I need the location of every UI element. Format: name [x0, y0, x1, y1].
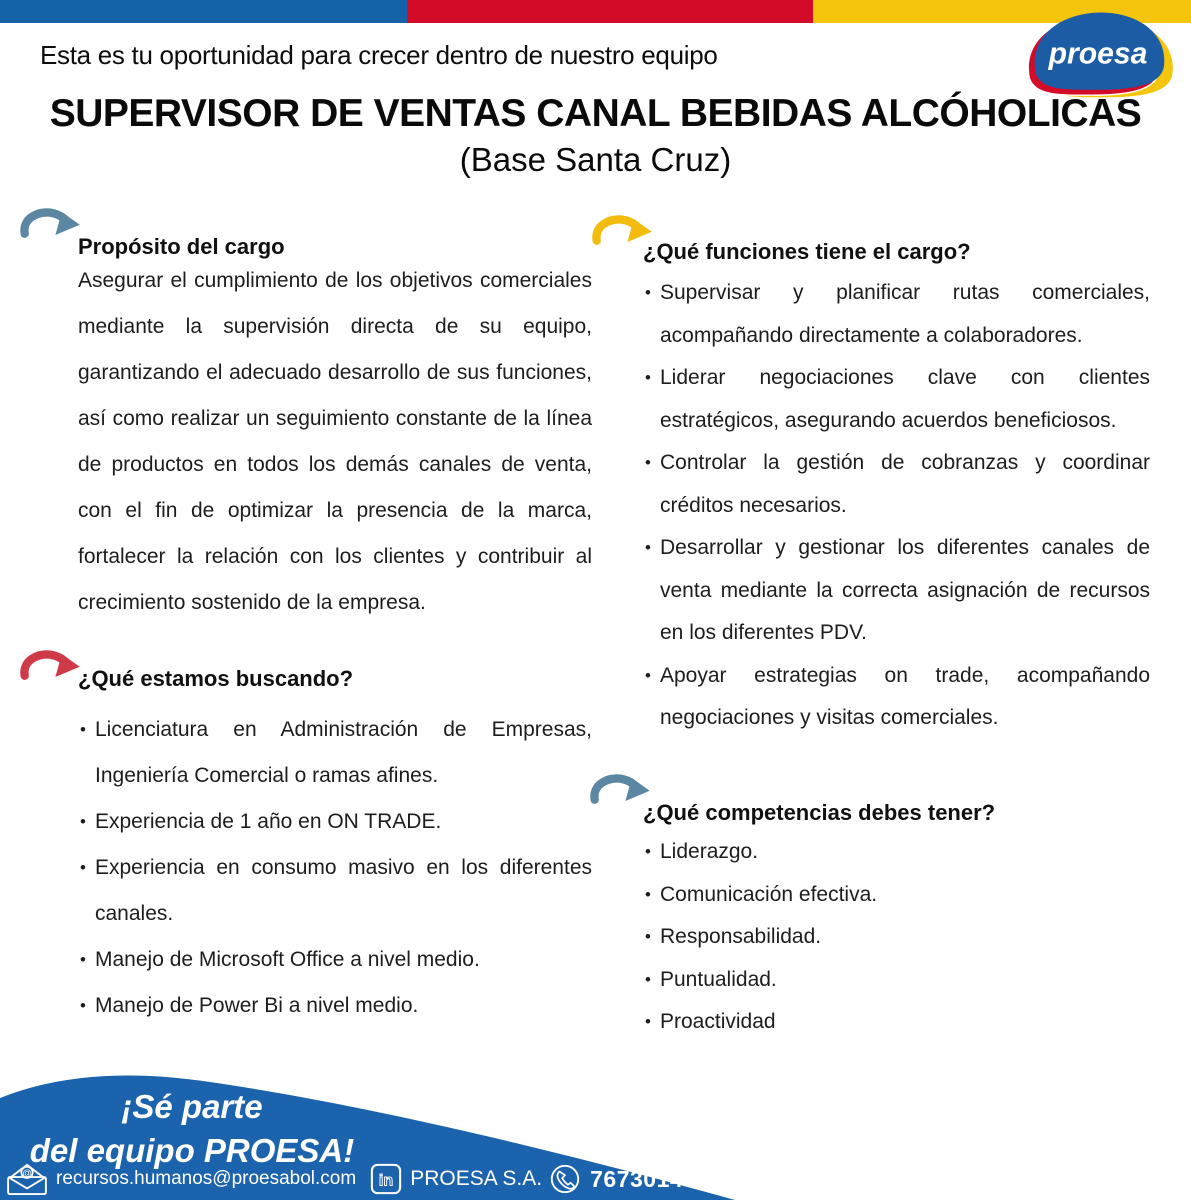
- slogan-line2: del equipo PROESA!: [29, 1132, 355, 1169]
- list-item: • Liderar negociaciones clave con clientes estratégicos, asegurando acuerdos beneficiosos.: [645, 357, 1150, 442]
- slogan-line1: ¡Sé parte: [121, 1088, 263, 1125]
- email-icon: [5, 1162, 49, 1196]
- linkedin-icon: [370, 1163, 402, 1195]
- list-item: • Manejo de Microsoft Office a nivel medio.: [80, 937, 592, 983]
- list-item: • Supervisar y planificar rutas comerciales, acompañando directamente a colaboradores.: [645, 272, 1150, 357]
- funciones-list: [645, 272, 1150, 740]
- topbar-red-segment: [407, 0, 813, 23]
- buscando-list: [80, 707, 592, 1029]
- footer-contact-row: [5, 1161, 696, 1197]
- heading-competencias: ¿Qué competencias debes tener?: [643, 800, 996, 825]
- swoosh-arrow-icon: [17, 647, 81, 693]
- logo-wordmark: proesa: [1048, 37, 1148, 71]
- page-subtitle: (Base Santa Cruz): [459, 141, 732, 178]
- footer-slogan: [8, 1085, 376, 1173]
- heading-buscando: ¿Qué estamos buscando?: [78, 666, 354, 691]
- list-item: • Licenciatura en Administración de Empresas, Ingeniería Comercial o ramas afines.: [80, 707, 592, 799]
- list-item: • Proactividad: [645, 1001, 1150, 1044]
- list-item: • Comunicación efectiva.: [645, 874, 1150, 917]
- list-item: • Experiencia de 1 año en ON TRADE.: [80, 799, 592, 845]
- company-text: PROESA S.A.: [410, 1167, 543, 1190]
- whatsapp-icon: [548, 1162, 582, 1196]
- heading-proposito: Propósito del cargo: [78, 234, 285, 259]
- list-item: • Liderazgo.: [645, 831, 1150, 874]
- list-item: • Desarrollar y gestionar los diferentes canales de venta mediante la correcta asignación de recursos en los diferentes PDV.: [645, 527, 1150, 655]
- list-item: • Manejo de Power Bi a nivel medio.: [80, 983, 592, 1029]
- list-item: • Experiencia en consumo masivo en los diferentes canales.: [80, 845, 592, 937]
- email-text[interactable]: recursos.humanos@proesabol.com: [56, 1168, 357, 1189]
- svg-text:in: in: [379, 1172, 394, 1190]
- list-item: • Apoyar estrategias on trade, acompañando negociaciones y visitas comerciales.: [645, 655, 1150, 740]
- phone-text[interactable]: 76730145: [590, 1165, 697, 1192]
- page-title: SUPERVISOR DE VENTAS CANAL BEBIDAS ALCÓHOLICAS: [49, 92, 1142, 135]
- heading-funciones: ¿Qué funciones tiene el cargo?: [643, 239, 971, 264]
- list-item: • Responsabilidad.: [645, 916, 1150, 959]
- tagline: Esta es tu oportunidad para crecer dentro de nuestro equipo: [40, 40, 718, 70]
- list-item: • Controlar la gestión de cobranzas y coordinar créditos necesarios.: [645, 442, 1150, 527]
- proesa-logo: [1022, 4, 1174, 102]
- proposito-body-text: Asegurar el cumplimiento de los objetivos comerciales mediante la supervisión directa de su equipo, garantizando el adecuado desarrollo de sus funciones, así como realizar un seguimiento constante de la línea de productos en todos los demás canales de venta, con el fin de optimizar la presencia de la marca, fortalecer la relación con los clientes y contribuir al crecimiento sostenido de la empresa.: [78, 269, 592, 614]
- competencias-list: [645, 831, 1150, 1044]
- svg-text:@: @: [22, 1168, 32, 1180]
- swoosh-arrow-icon: [17, 205, 81, 251]
- list-item: • Puntualidad.: [645, 959, 1150, 1002]
- topbar-blue-segment: [0, 0, 407, 23]
- swoosh-arrow-icon: [587, 771, 651, 817]
